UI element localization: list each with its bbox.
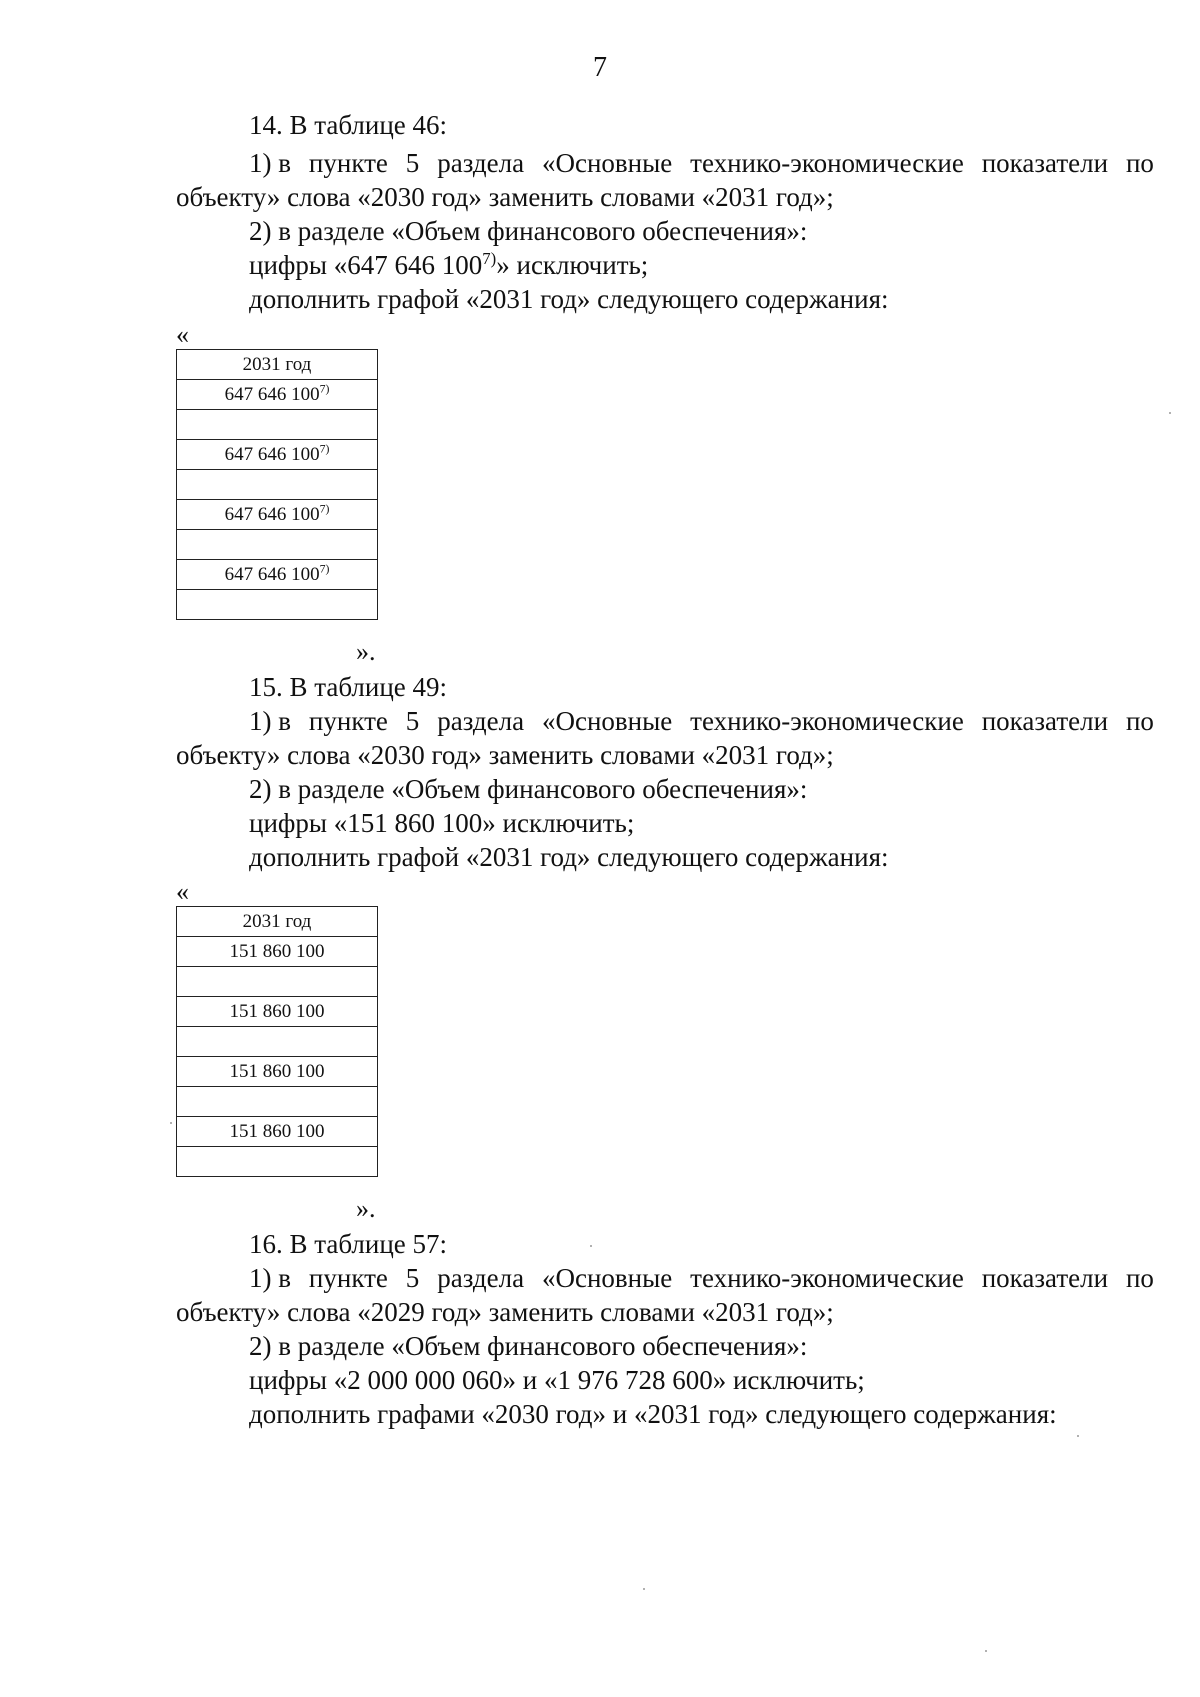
word: пункте: [308, 706, 388, 736]
scan-speck: [1077, 1435, 1079, 1437]
section14-quote-open: «: [176, 320, 189, 349]
section15-quote-open: «: [176, 877, 189, 906]
table-cell: [177, 440, 378, 470]
cell-value: 647 646 100: [224, 503, 320, 525]
table-row: [177, 560, 378, 590]
cell-value: 647 646 100: [224, 563, 320, 585]
section15-heading: 15. В таблице 49:: [249, 672, 448, 702]
cell-value: 647 646 100: [224, 443, 320, 465]
table-cell: [177, 1057, 378, 1087]
table-cell: [177, 1117, 378, 1147]
table-row: [177, 1057, 378, 1087]
table-row: [177, 440, 378, 470]
cell-footnote: 7): [319, 562, 330, 576]
table-row: [177, 500, 378, 530]
word: технико-экономические: [690, 148, 964, 178]
word: 1) в: [249, 1263, 291, 1293]
table-cell: [177, 410, 378, 440]
section15-item2: 2) в разделе «Объем финансового обеспечения»:: [249, 774, 808, 804]
word: раздела: [437, 148, 525, 178]
cell-footnote: 7): [319, 502, 330, 516]
table-cell: [177, 560, 378, 590]
cell-value: 151 860 100: [229, 1060, 325, 1082]
table-row: [177, 937, 378, 967]
table-cell: [177, 590, 378, 620]
table-cell: [177, 937, 378, 967]
word: «Основные: [541, 148, 673, 178]
section15-item1-line2: объекту» слова «2030 год» заменить словами «2031 год»;: [176, 740, 834, 770]
table-row: [177, 530, 378, 560]
section14-column-table: [176, 349, 378, 620]
section14-exclude-line: [249, 249, 648, 281]
scan-speck: [985, 1650, 987, 1652]
table-row: [177, 1117, 378, 1147]
table-row: [177, 1147, 378, 1177]
section14-item1-line2: объекту» слова «2030 год» заменить словами «2031 год»;: [176, 182, 834, 212]
table-row: [177, 967, 378, 997]
table-row: [177, 380, 378, 410]
section15-column-table: [176, 906, 378, 1177]
section14-exclude-prefix: цифры «647 646 100: [249, 250, 483, 280]
table-cell: [177, 380, 378, 410]
table-cell: [177, 997, 378, 1027]
table-row: [177, 1027, 378, 1057]
cell-footnote: 7): [319, 382, 330, 396]
section16-exclude-line: цифры «2 000 000 060» и «1 976 728 600» исключить;: [249, 1365, 865, 1395]
scan-speck: [1169, 412, 1171, 414]
table-header-cell: 2031 год: [177, 907, 378, 937]
word: технико-экономические: [690, 1263, 964, 1293]
section16-add-line: дополнить графами «2030 год» и «2031 год» следующего содержания:: [249, 1399, 1057, 1429]
scan-speck: [590, 1245, 592, 1247]
table-row: [177, 1087, 378, 1117]
table-cell: [177, 470, 378, 500]
table-cell: [177, 530, 378, 560]
word: технико-экономические: [690, 706, 964, 736]
word: по: [1125, 706, 1154, 736]
table-row: [177, 470, 378, 500]
table-row: [177, 590, 378, 620]
word: показатели: [981, 706, 1109, 736]
cell-footnote: 7): [319, 442, 330, 456]
table-row: [177, 410, 378, 440]
section16-item1-line2: объекту» слова «2029 год» заменить словами «2031 год»;: [176, 1297, 834, 1327]
word: раздела: [437, 706, 525, 736]
word: показатели: [981, 1263, 1109, 1293]
word: «Основные: [541, 1263, 673, 1293]
word: пункте: [308, 1263, 388, 1293]
word: 5: [405, 706, 420, 736]
cell-value: 647 646 100: [224, 383, 320, 405]
section16-item2: 2) в разделе «Объем финансового обеспечения»:: [249, 1331, 808, 1361]
table-row: [177, 997, 378, 1027]
cell-value: 151 860 100: [229, 1120, 325, 1142]
section15-exclude-line: цифры «151 860 100» исключить;: [249, 808, 635, 838]
word: по: [1125, 148, 1154, 178]
table-cell: [177, 1027, 378, 1057]
word: 5: [405, 148, 420, 178]
cell-value: 151 860 100: [229, 940, 325, 962]
word: показатели: [981, 148, 1109, 178]
table-cell: [177, 1147, 378, 1177]
section16-item1-line1: [249, 1262, 1154, 1294]
table-cell: [177, 1087, 378, 1117]
page-number: 7: [593, 52, 607, 83]
section14-exclude-footnote: 7): [482, 249, 497, 268]
word: пункте: [308, 148, 388, 178]
section14-quote-close: ».: [356, 637, 376, 666]
word: 1) в: [249, 148, 291, 178]
word: 5: [405, 1263, 420, 1293]
cell-value: 151 860 100: [229, 1000, 325, 1022]
section14-item2: 2) в разделе «Объем финансового обеспечения»:: [249, 216, 808, 246]
section15-add-line: дополнить графой «2031 год» следующего содержания:: [249, 842, 889, 872]
word: «Основные: [541, 706, 673, 736]
section15-quote-close: ».: [356, 1194, 376, 1223]
word: 1) в: [249, 706, 291, 736]
table-cell: [177, 500, 378, 530]
table-cell: [177, 967, 378, 997]
scan-speck: [170, 1122, 172, 1124]
word: по: [1125, 1263, 1154, 1293]
section14-item1-line1: [249, 147, 1154, 179]
section14-exclude-suffix: » исключить;: [496, 250, 649, 280]
section16-heading: 16. В таблице 57:: [249, 1229, 448, 1259]
section15-item1-line1: [249, 705, 1154, 737]
section14-heading: 14. В таблице 46:: [249, 110, 448, 140]
section14-add-line: дополнить графой «2031 год» следующего содержания:: [249, 284, 889, 314]
scan-speck: [643, 1588, 645, 1590]
word: раздела: [437, 1263, 525, 1293]
table-header-cell: 2031 год: [177, 350, 378, 380]
